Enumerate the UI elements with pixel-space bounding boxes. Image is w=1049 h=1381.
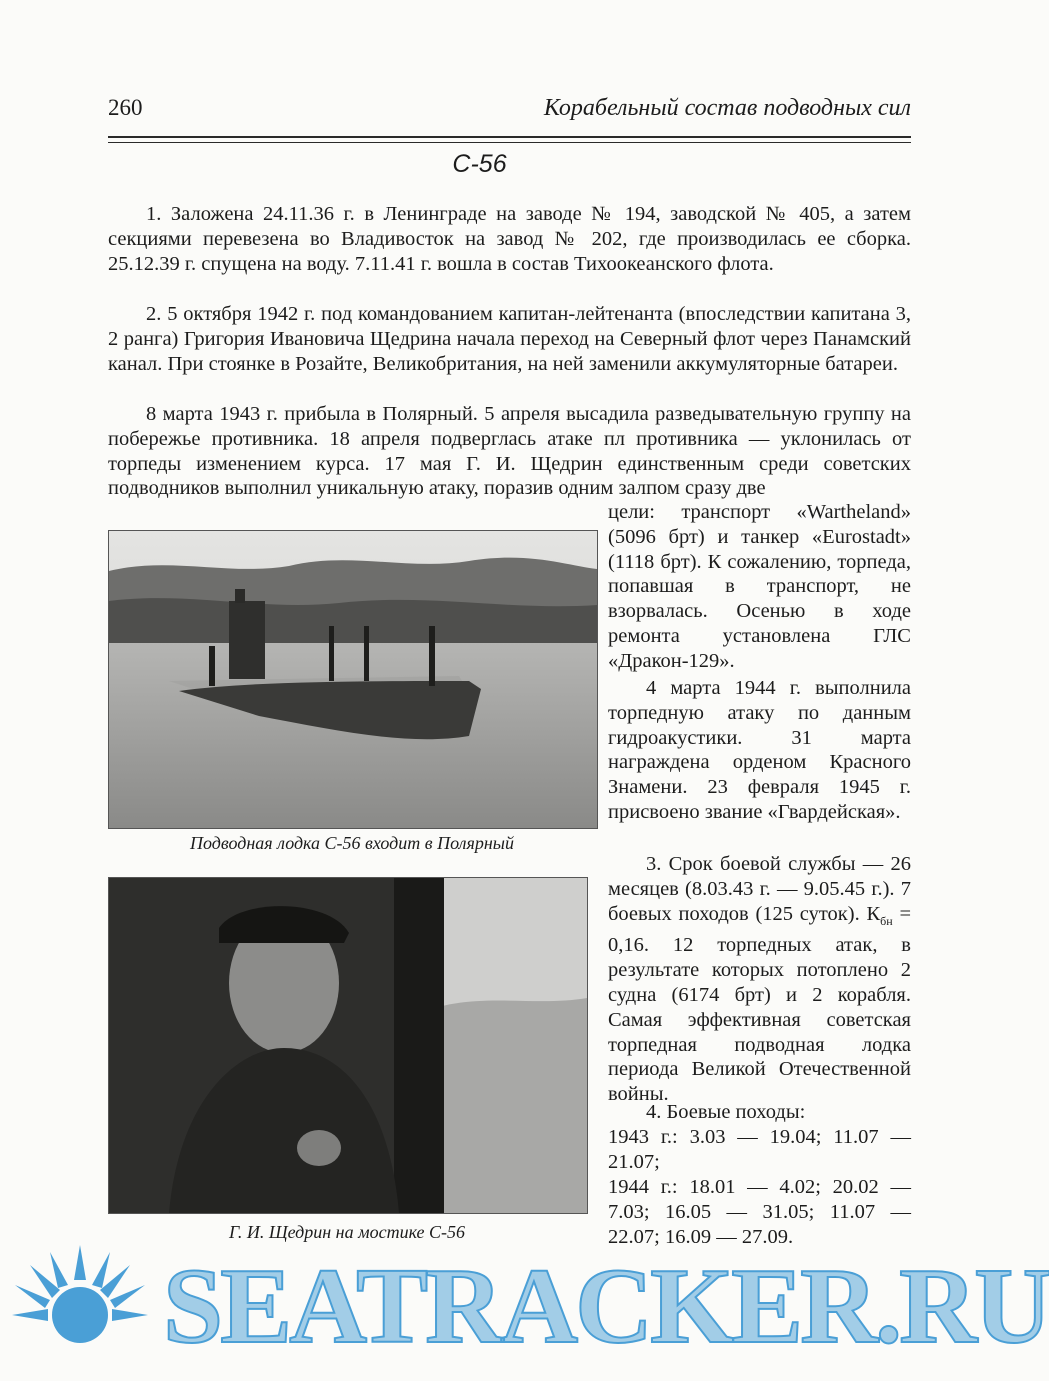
patrols-heading: 4. Боевые походы: xyxy=(646,1101,806,1123)
article-title: С-56 xyxy=(452,150,507,178)
submarine-image xyxy=(109,531,597,828)
photo2-caption: Г. И. Щедрин на мостике С-56 xyxy=(228,1222,466,1242)
paragraph-transfer: 2. 5 октября 1942 г. под командованием капитан-лейтенанта (впоследствии капитана 3, 2 ранга) Григория Ивановича Щедрина начала переход на Северный флот через Панамский канал. При стоянке в Розайте, Великобритания, на ней заменили аккумуляторные батареи. xyxy=(108,303,911,375)
header-rule-thin xyxy=(108,142,911,143)
service-term-text: 3. Срок боевой службы — 26 месяцев (8.03.43 г. — 9.05.45 г.). 7 боевых походов (125 суток). К xyxy=(608,853,911,925)
patrols-1944: 1944 г.: 18.01 — 4.02; 20.02 — 7.03; 16.05 — 31.05; 11.07 — 22.07; 16.09 — 27.09. xyxy=(608,1176,911,1248)
running-title: Корабельный состав подводных сил xyxy=(543,95,911,121)
paragraph-service-term xyxy=(608,852,911,1107)
photo1-caption: Подводная лодка С-56 входит в Полярный xyxy=(190,833,514,853)
header-rule xyxy=(108,136,911,138)
patrols-1943: 1943 г.: 3.03 — 19.04; 11.07 — 21.07; xyxy=(608,1126,911,1173)
subscript: бн xyxy=(880,913,893,928)
service-term-text-2: = 0,16. 12 торпедных атак, в результате которых потоплено 2 судна (6174 брт) и 2 корабля. Самая эффективная советская торпедная подводная лодка периода Великой Отечественной войны. xyxy=(608,902,912,1106)
photo-commander xyxy=(108,877,588,1214)
sun-logo-icon xyxy=(10,1240,150,1380)
watermark-text: SEATRACKER.RU xyxy=(163,1247,1049,1366)
paragraph-construction: 1. Заложена 24.11.36 г. в Ленинграде на заводе № 194, заводской № 405, а затем секциями перевезена во Владивосток на завод № 202, где производилась ее сборка. 25.12.39 г. спущена на воду. 7.11.41 г. вошла в состав Тихоокеанского флота. xyxy=(108,203,911,275)
paragraph-1944: 4 марта 1944 г. выполнила торпедную атаку по данным гидроакустики. 31 марта награждена орденом Красного Знамени. 23 февраля 1945 г. присвоено звание «Гвардейская». xyxy=(608,677,911,823)
paragraph-arrival: 8 марта 1943 г. прибыла в Полярный. 5 апреля высадила разведывательную группу на побережье противника. 18 апреля подверглась атаке пл противника — уклонилась от торпеды изменением курса. 17 мая Г. И. Щедрин единственным среди советских подводников выполнил уникальную атаку, поразив одним залпом сразу две xyxy=(108,403,911,500)
photo-submarine xyxy=(108,530,598,829)
paragraph-attack-result: цели: транспорт «Wartheland» (5096 брт) и танкер «Eurostadt» (1118 брт). К сожалению, торпеда, попавшая в транспорт, не взорвалась. Осенью в ходе ремонта установлена ГЛС «Дракон-129». xyxy=(608,501,911,672)
commander-image xyxy=(109,878,587,1213)
page-number: 260 xyxy=(108,95,143,120)
